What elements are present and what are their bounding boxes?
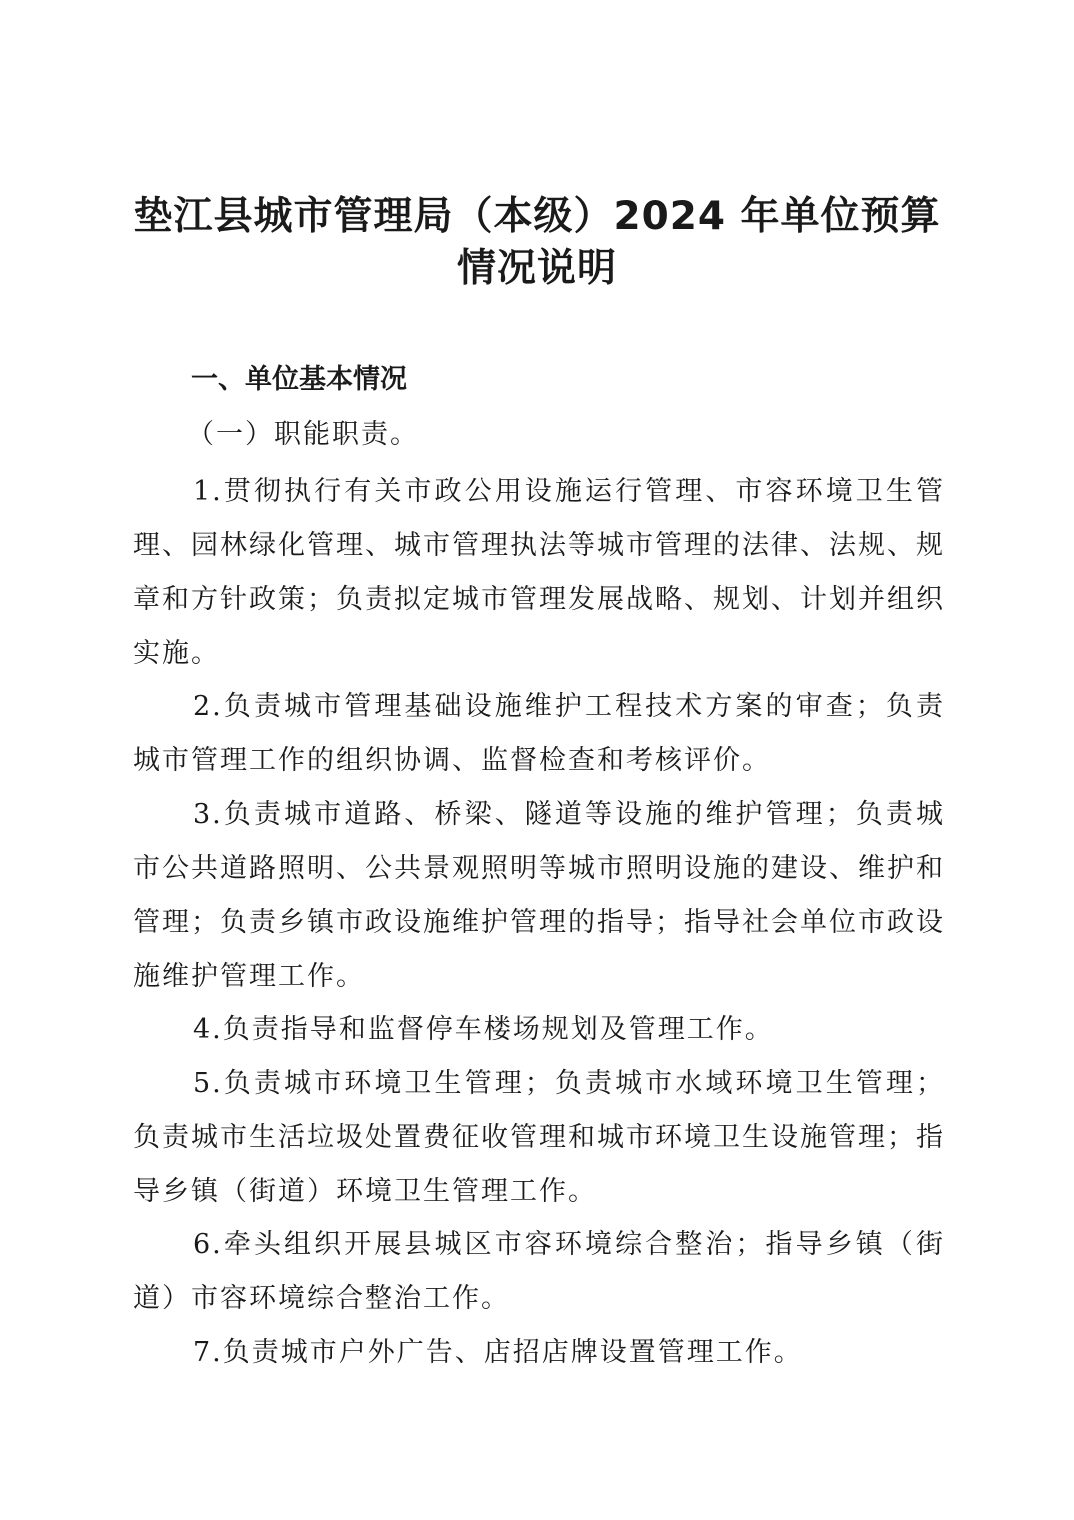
section-heading-basic-info: 一、单位基本情况: [191, 364, 407, 395]
document-title-line-2: 情况说明: [456, 246, 617, 291]
subsection-heading-duties: （一）职能职责。: [187, 419, 419, 450]
duty-paragraph-1: 1.贯彻执行有关市政公用设施运行管理、市容环境卫生管理、园林绿化管理、城市管理执法等城市管理的法律、法规、规章和方针政策；负责拟定城市管理发展战略、规划、计划并组织实施。: [133, 476, 945, 669]
duty-paragraph-4: 4.负责指导和监督停车楼场规划及管理工作。: [193, 1014, 774, 1045]
duty-paragraph-3: 3.负责城市道路、桥梁、隧道等设施的维护管理；负责城市公共道路照明、公共景观照明等城市照明设施的建设、维护和管理；负责乡镇市政设施维护管理的指导；指导社会单位市政设施维护管理工作。: [133, 799, 945, 992]
duty-paragraph-5: 5.负责城市环境卫生管理；负责城市水域环境卫生管理；负责城市生活垃圾处置费征收管理和城市环境卫生设施管理；指导乡镇（街道）环境卫生管理工作。: [133, 1068, 945, 1207]
duty-paragraph-7: 7.负责城市户外广告、店招店牌设置管理工作。: [193, 1337, 803, 1368]
duty-paragraph-6: 6.牵头组织开展县城区市容环境综合整治；指导乡镇（街道）市容环境综合整治工作。: [133, 1229, 945, 1314]
duty-paragraph-2: 2.负责城市管理基础设施维护工程技术方案的审查；负责城市管理工作的组织协调、监督检查和考核评价。: [133, 691, 945, 776]
document-title-line-1: 垫江县城市管理局（本级）2024 年单位预算: [133, 194, 941, 239]
